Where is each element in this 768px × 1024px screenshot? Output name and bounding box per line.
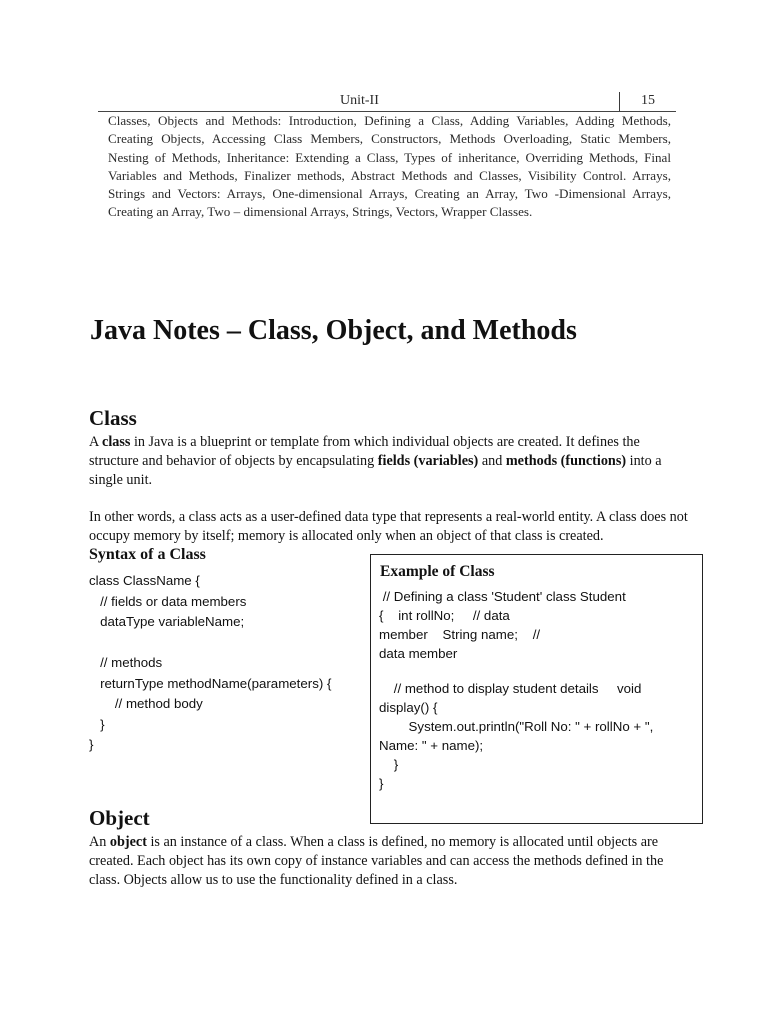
code-line: member String name; //: [379, 627, 541, 642]
header-divider: [619, 92, 620, 111]
object-heading: Object: [89, 806, 150, 830]
class-description-paragraph: In other words, a class acts as a user-defined data type that represents a real-world entity. A class does not occupy memory by itself; memory is allocated only when an object of that class is created.: [89, 509, 688, 544]
code-line: class ClassName {: [89, 573, 200, 588]
syllabus-header: [98, 92, 676, 112]
code-line: Name: " + name);: [379, 738, 484, 753]
page-number: 15: [641, 93, 655, 108]
class-definition-paragraph: A class in Java is a blueprint or template from which individual objects are created. It defines the structure and behavior of objects by encapsulating fields (variables) and methods (functions) into a single unit.: [89, 434, 662, 488]
object-definition-paragraph: An object is an instance of a class. When a class is defined, no memory is allocated until objects are created. Each object has its own copy of instance variables and can access the methods defined in the class. Objects allow us to use the functionality defined in a class.: [89, 834, 664, 888]
example-box: [370, 554, 703, 824]
code-line: // method body: [89, 696, 203, 711]
example-code-block: [379, 587, 653, 793]
code-line: // methods: [89, 655, 163, 670]
code-line: }: [379, 757, 399, 772]
syllabus-excerpt: [98, 92, 676, 240]
syntax-heading: Syntax of a Class: [89, 546, 206, 563]
unit-label: Unit-II: [340, 93, 379, 108]
document-title: Java Notes – Class, Object, and Methods: [90, 315, 577, 346]
code-line: // method to display student details void: [379, 681, 642, 696]
syllabus-text: Classes, Objects and Methods: Introduction, Defining a Class, Adding Variables, Adding Methods, Creating Objects, Accessing Class Members, Constructors, Methods Overloading, Static Members, Nesting of Methods, Inheritance: Extending a Class, Types of inheritance, Overriding Methods, Final Variables and Methods, Finalizer methods, Abstract Methods and Classes, Visibility Control. Arrays, Strings and Vectors: Arrays, One-dimensional Arrays, Creating an Array, Two -Dimensional Arrays, Creating an Array, Two – dimensional Arrays, Strings, Vectors, Wrapper Classes.: [108, 113, 671, 220]
code-line: dataType variableName;: [89, 614, 245, 629]
code-line: }: [379, 776, 384, 791]
example-heading: Example of Class: [380, 563, 495, 580]
code-line: }: [89, 737, 94, 752]
code-line: System.out.println("Roll No: " + rollNo + ",: [379, 719, 654, 734]
class-heading: Class: [89, 406, 137, 430]
code-line: data member: [379, 646, 458, 661]
code-line: returnType methodName(parameters) {: [89, 675, 332, 691]
code-line: }: [89, 716, 105, 732]
code-line: [89, 633, 331, 654]
syntax-code-block: [89, 571, 331, 756]
code-line: // fields or data members: [89, 593, 247, 609]
code-line: // Defining a class 'Student' class Student: [379, 589, 626, 604]
code-line: [379, 663, 653, 679]
code-line: { int rollNo; // data: [379, 608, 510, 623]
code-line: display() {: [379, 700, 438, 715]
